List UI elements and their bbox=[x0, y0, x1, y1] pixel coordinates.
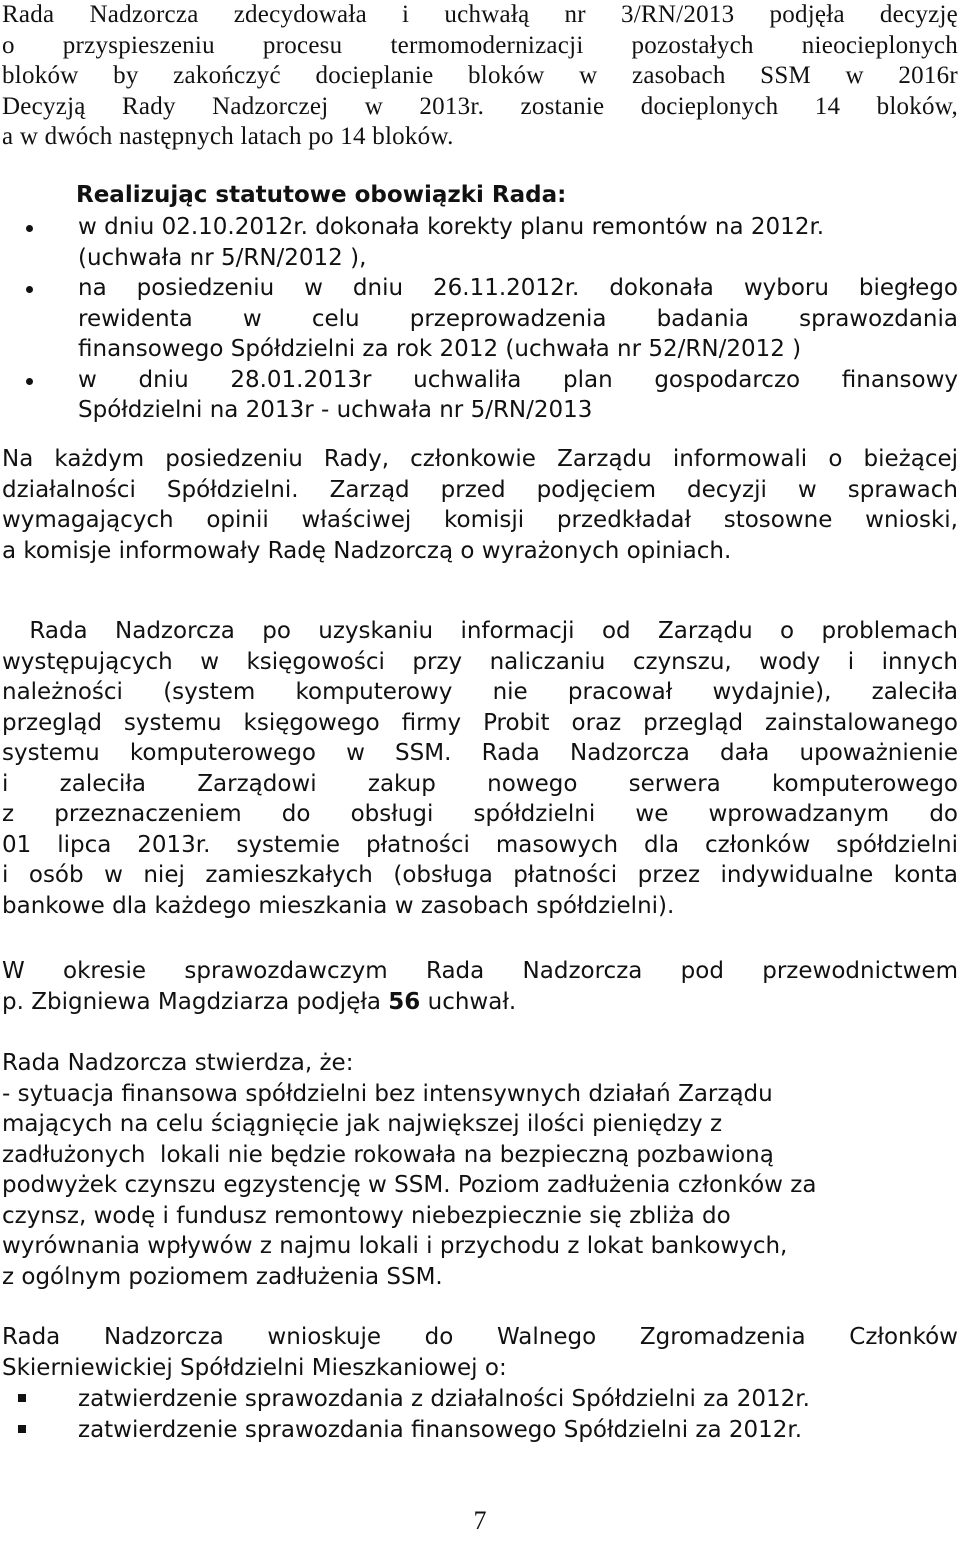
list-item: zatwierdzenie sprawozdania z działalności Spółdzielni za 2012r. bbox=[0, 1384, 960, 1415]
accounting-paragraph: Rada Nadzorcza po uzyskaniu informacji od Zarządu o problemach występujących w księgowości przy naliczaniu czynszu, wody i innych należności (system komputerowy nie pracował wydajnie), zaleciła przegląd systemu księgowego firmy Probit oraz przegląd zainstalowanego systemu komputerowego w SSM. Rada Nadzorcza dała upoważnienie i zaleciła Zarządowi zakup nowego serwera komputerowego z przeznaczeniem do obsługi spółdzielni we wprowadzanym do 01 lipca 2013r. systemie płatności masowych dla członków spółdzielni i osób w niej zamieszkałych (obsługa płatności przez indywidualne konta bankowe dla każdego mieszkania w zasobach spółdzielni). bbox=[2, 618, 958, 919]
list-item: zatwierdzenie sprawozdania finansowego Spółdzielni za 2012r. bbox=[0, 1415, 960, 1446]
intro-paragraph bbox=[2, 0, 958, 153]
resolutions-paragraph: W okresie sprawozdawczym Rada Nadzorcza pod przewodnictwem p. Zbigniewa Magdziarza podjęła 56 uchwał. bbox=[2, 958, 958, 1015]
square-bullet-icon bbox=[18, 1425, 26, 1433]
duties-heading: Realizując statutowe obowiązki Rada: bbox=[76, 182, 567, 208]
page-number: 7 bbox=[473, 1506, 487, 1535]
list-item: w dniu 28.01.2013r uchwaliła plan gospodarczo finansowy Spółdzielni na 2013r - uchwała nr 5/RN/2013 bbox=[0, 365, 960, 426]
intro-line: bloków by zakończyć docieplanie bloków w zasobach SSM w 2016r bbox=[2, 62, 958, 89]
list-item: w dniu 02.10.2012r. dokonała korekty planu remontów na 2012r. (uchwała nr 5/RN/2012 ), bbox=[0, 212, 960, 273]
motion-list bbox=[0, 1384, 960, 1445]
intro-line: a w dwóch następnych latach po 14 bloków. bbox=[2, 123, 454, 150]
motion-paragraph: Rada Nadzorcza wnioskuje do Walnego Zgromadzenia Członków Skierniewickiej Spółdzielni Mieszkaniowej o: bbox=[2, 1324, 958, 1381]
intro-line: Decyzją Rady Nadzorczej w 2013r. zostanie docieplonych 14 bloków, bbox=[2, 92, 958, 120]
square-bullet-icon bbox=[18, 1394, 26, 1402]
list-item: na posiedzeniu w dniu 26.11.2012r. dokonała wyboru biegłego rewidenta w celu przeprowadzenia badania sprawozdania finansowego Spółdzielni za rok 2012 (uchwała nr 52/RN/2012 ) bbox=[0, 273, 960, 365]
intro-line: Rada Nadzorcza zdecydowała i uchwałą nr 3/RN/2013 podjęła decyzję bbox=[2, 1, 958, 28]
bullet-icon bbox=[26, 225, 33, 232]
meetings-paragraph: Na każdym posiedzeniu Rady, członkowie Zarządu informowali o bieżącej działalności Spółdzielni. Zarząd przed podjęciem decyzji w sprawach wymagających opinii właściwej komisji przedkładał stosowne wnioski, a komisje informowały Radę Nadzorczą o wyrażonych opiniach. bbox=[2, 446, 958, 564]
bullet-icon bbox=[26, 378, 33, 385]
statement-paragraph: Rada Nadzorcza stwierdza, że: - sytuacja finansowa spółdzielni bez intensywnych działań Zarządu mających na celu ściągnięcie jak największej ilości pieniędzy z zadłużonych lokali nie będzie rokowała na bezpieczną pozbawioną podwyżek czynszu egzystencję w SSM. Poziom zadłużenia członków za czynsz, wodę i fundusz remontowy niebezpiecznie się zbliża do wyrównania wpływów z najmu lokali i przychodu z lokat bankowych, z ogólnym poziomem zadłużenia SSM. bbox=[2, 1050, 817, 1290]
duties-list bbox=[0, 212, 960, 426]
intro-line: o przyspieszeniu procesu termomodernizacji pozostałych nieocieplonych bbox=[2, 31, 958, 59]
resolutions-count: 56 bbox=[388, 988, 421, 1015]
bullet-icon bbox=[26, 286, 33, 293]
